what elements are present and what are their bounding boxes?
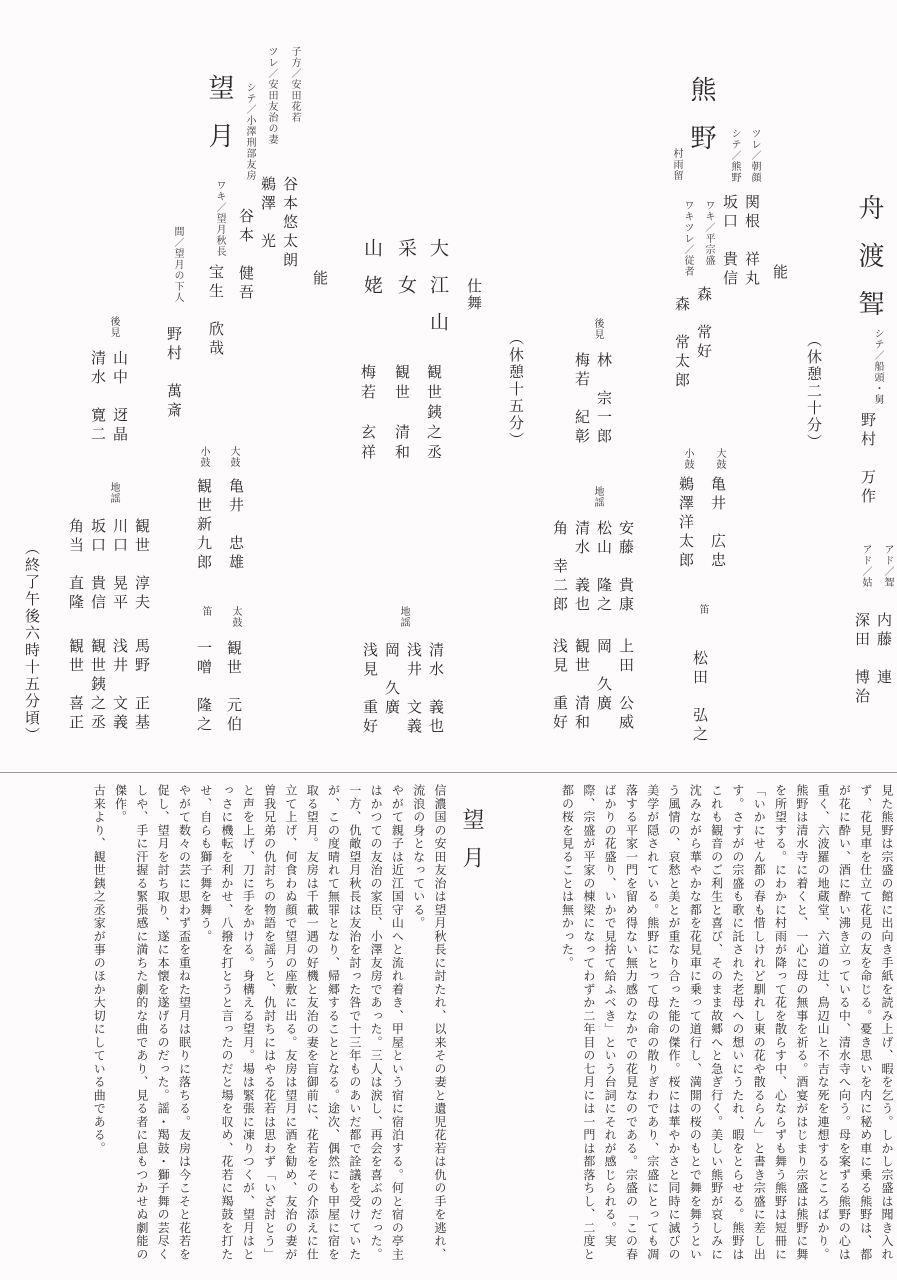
break-twenty: （休憩二十分）	[805, 332, 823, 451]
mochizuki-jiutai-6: 浅井 文義	[111, 638, 129, 733]
yuya-title: 熊野	[686, 76, 716, 172]
mochizuki-taiko: 観世 元伯	[225, 640, 243, 735]
end-time: （終了午後六時十五分頃）	[23, 540, 41, 744]
mochizuki-essay: 信濃国の安田友治は望月秋長に討たれ、以来その妻と遺児花若は仇の手を逃れ、流浪の身となっている。 やがて親子は近江国守山へと流れ着き、甲屋という宿に宿泊する。何と宿の亭主はかつての友治の家臣、小澤友房であった。三人は涙し、再会を喜ぶのだった。 一方、仇敵望月秋長は友治を討った咎で十三年ものあいだ都で詮議を受けていたが、この度晴れて無罪となり、帰郷することとなる。途次、偶然にも甲屋に宿を取る望月。友房は千載一遇の好機と友治の妻を盲御前に、花若をその介添えに仕立て上げ、何食わぬ顔で望月の座敷に出る。友房は望月に酒を勧め、友治の妻が曽我兄弟の仇討ちの物語を謡うと、仇討ちにはやる花若は思わず「いざ討とう」と声を上げ、刀に手をかける。身構える望月。場は緊張に凍りつくが、望月はとっさに機転を利かせ、八撥を打とうと言ったのだと場を収め、花若に羯鼓を打たせ、自らも獅子舞を舞う。 やがて数々の芸に思わず盃を重ねた望月は眠りに落ちる。友房は今こそと花若を促し、望月を討ち取り、遂に本懐を遂げるのだった。謡・羯鼓・獅子舞の芸尽くしや、手に汗握る緊張感に満ちた劇的な曲であり、見る者に息もつかせぬ劇能の傑作。 古来より、観世銕之丞家が事のほか大切にしている曲である。	[92, 784, 447, 1261]
mochizuki-shite-role: シテ／小澤刑部友房	[244, 82, 255, 181]
yuya-tsure-role: ツレ／朝顔	[749, 128, 760, 183]
yuya-noh-label: 能	[771, 264, 789, 281]
mochizuki-shite-name: 谷本 健吾	[237, 208, 255, 303]
yuya-jiutai-4: 角 幸二郎	[551, 520, 569, 615]
yuya-wakitsure-role: ワキツレ／従者	[682, 200, 693, 277]
mochizuki-jiutai-5: 馬野 正基	[133, 638, 151, 733]
break-fifteen: （休憩十五分）	[507, 330, 525, 449]
shimai-jiutai-2: 浅井 文義	[405, 642, 423, 737]
shimai-title-3: 山姥	[361, 238, 383, 312]
yuya-jiutai-6: 岡 久廣	[595, 638, 613, 714]
yuya-waki-name: 森 常好	[695, 286, 713, 362]
yuya-tsure-name: 関根 祥丸	[743, 194, 761, 289]
yuya-koken-label: 後見	[592, 318, 603, 340]
yuya-waki-role: ワキ／平宗盛	[703, 200, 714, 266]
yuya-jiutai-label: 地謡	[592, 486, 603, 508]
mochizuki-fue-label: 笛	[200, 606, 211, 617]
yuya-jiutai-8: 浅見 重好	[551, 638, 569, 733]
yuya-kotsuzumi-label: 小鼓	[682, 448, 693, 470]
funa-ado1-role: アド／聟	[882, 544, 893, 588]
funa-benkei-title: 舟渡聟	[854, 194, 884, 338]
yuya-fue-label: 笛	[697, 604, 708, 615]
shimai-jiutai-1: 清水 義也	[427, 642, 445, 737]
yuya-jiutai-5: 上田 公威	[617, 638, 635, 733]
yuya-kotsuzumi: 鵜澤洋太郎	[677, 476, 695, 571]
mochizuki-koken-label: 後見	[108, 316, 119, 338]
mochizuki-jiutai-7: 観世銕之丞	[89, 638, 107, 733]
yuya-otsuzumi: 亀井 広忠	[709, 476, 727, 571]
mochizuki-ai-name: 野村 萬斎	[165, 326, 183, 421]
yuya-koken-1: 林 宗一郎	[595, 352, 613, 447]
shimai-title-1: 大江山	[427, 238, 449, 349]
shimai-jiutai-3: 岡 久廣	[383, 642, 401, 718]
mochizuki-title: 望月	[204, 74, 234, 170]
mochizuki-jiutai-label: 地謡	[108, 482, 119, 504]
mochizuki-essay-heading: 望月	[459, 808, 484, 884]
yuya-wakitsure-name: 森 常太郎	[673, 296, 691, 391]
funa-shite-name: 野村 万作	[859, 412, 877, 507]
funa-shite-role: シテ／船頭・舅	[872, 328, 883, 405]
mochizuki-jiutai-2: 川口 晃平	[111, 518, 129, 613]
yuya-koken-2: 梅若 紀彰	[573, 352, 591, 447]
mochizuki-waki-name: 宝生 欣哉	[207, 264, 225, 359]
mochizuki-koken-1: 山中 迓晶	[111, 350, 129, 445]
mochizuki-otsuzumi-label: 大鼓	[228, 446, 239, 468]
yuya-jiutai-3: 清水 義也	[573, 520, 591, 615]
funa-ado2-name: 深田 博治	[853, 612, 871, 707]
yuya-fue: 松田 弘之	[691, 650, 709, 745]
yuya-essay: 見た熊野は宗盛の館に出向き手紙を読み上げ、暇を乞う。しかし宗盛は聞き入れず、花見車を仕立て花見の友を命じる。憂き思いを内に秘め車に乗る熊野は、都が花に酔い、酒に酔い沸き立っている中、清水寺へ向う。母を案ずる熊野の心は重く、六波羅の地蔵堂、六道の辻、鳥辺山と不吉な死を連想するところばかり。熊野は清水寺に着くと、一心に母の無事を祈る。酒宴がはじまり宗盛は熊野に舞を所望する。にわかに村雨が降って花を散らす中、心ならずも舞う熊野は短冊に「いかにせん都の春も惜しけれど馴れし東の花や散るらん」と書き宗盛に差し出す。さすがの宗盛も歌に託された老母への想いにうたれ、暇をとらせる。熊野はこれも観音のご利生と喜び、そのまま故郷へと急ぎ行く。美しい熊野が哀しみに沈みながら華やかな都を花見車に乗って道行し、満開の桜のもとで舞を舞うという風情の、哀愁と美とが重なり合った能の傑作。桜には華やかさと同時に滅びの美学が隠されている。熊野にとって母の命の散りぎわであり、宗盛にとっても凋落する平家一門を留め得ない無力感のなかでの花見なのである。宗盛の「この春ばかりの花盛り、いかで見捨て給ふべき」という台詞にそれが感じられる。実際、宗盛が平家の棟梁になってわずか二年目の七月には一門は都落ちし、二度と都の桜を見ることは無かった。	[560, 784, 894, 1261]
yuya-shite-name: 坂口 貴信	[721, 194, 739, 289]
shimai-heading: 仕舞	[465, 278, 483, 312]
mochizuki-koken-2: 清水 寛二	[89, 350, 107, 445]
mochizuki-jiutai-8: 観世 喜正	[67, 638, 85, 733]
mochizuki-jiutai-1: 観世 淳夫	[133, 518, 151, 613]
mochizuki-waki-role: ワキ／望月秋長	[214, 180, 225, 257]
mochizuki-kotsuzumi: 観世新九郎	[195, 478, 213, 573]
yuya-variant: 村雨留	[671, 148, 682, 181]
yuya-jiutai-7: 観世 清和	[573, 638, 591, 733]
mochizuki-jiutai-4: 角当 直隆	[67, 518, 85, 613]
shimai-title-2: 采女	[395, 238, 417, 312]
mochizuki-kokata-name: 谷本悠太朗	[281, 176, 299, 271]
yuya-otsuzumi-label: 大鼓	[714, 448, 725, 470]
yuya-jiutai-1: 安藤 貴康	[617, 520, 635, 615]
shimai-performer-2: 観世 清和	[393, 364, 411, 464]
shimai-jiutai-4: 浅見 重好	[361, 642, 379, 737]
mochizuki-ai-role: 間／望月の下人	[172, 226, 183, 303]
mochizuki-otsuzumi: 亀井 忠雄	[227, 478, 245, 573]
yuya-jiutai-2: 松山 隆之	[595, 520, 613, 615]
mochizuki-tsure-name: 鵜澤 光	[259, 176, 277, 252]
yuya-shite-role: シテ／熊野	[729, 128, 740, 183]
funa-ado1-name: 内藤 連	[875, 612, 893, 688]
mochizuki-jiutai-3: 坂口 貴信	[89, 518, 107, 613]
mochizuki-fue: 一噌 隆之	[195, 640, 213, 735]
mochizuki-tsure-role: ツレ／安田友治の妻	[266, 46, 277, 145]
mochizuki-kokata-role: 子方／安田花若	[289, 46, 300, 123]
shimai-jiutai-label: 地謡	[398, 606, 409, 628]
section-divider	[0, 772, 897, 773]
mochizuki-taiko-label: 太鼓	[230, 606, 241, 628]
mochizuki-noh-label: 能	[311, 270, 329, 287]
mochizuki-kotsuzumi-label: 小鼓	[198, 446, 209, 468]
shimai-performer-1: 観世銕之丞	[425, 364, 443, 464]
shimai-performer-3: 梅若 玄祥	[359, 364, 377, 464]
funa-ado2-role: アド／姑	[860, 544, 871, 588]
